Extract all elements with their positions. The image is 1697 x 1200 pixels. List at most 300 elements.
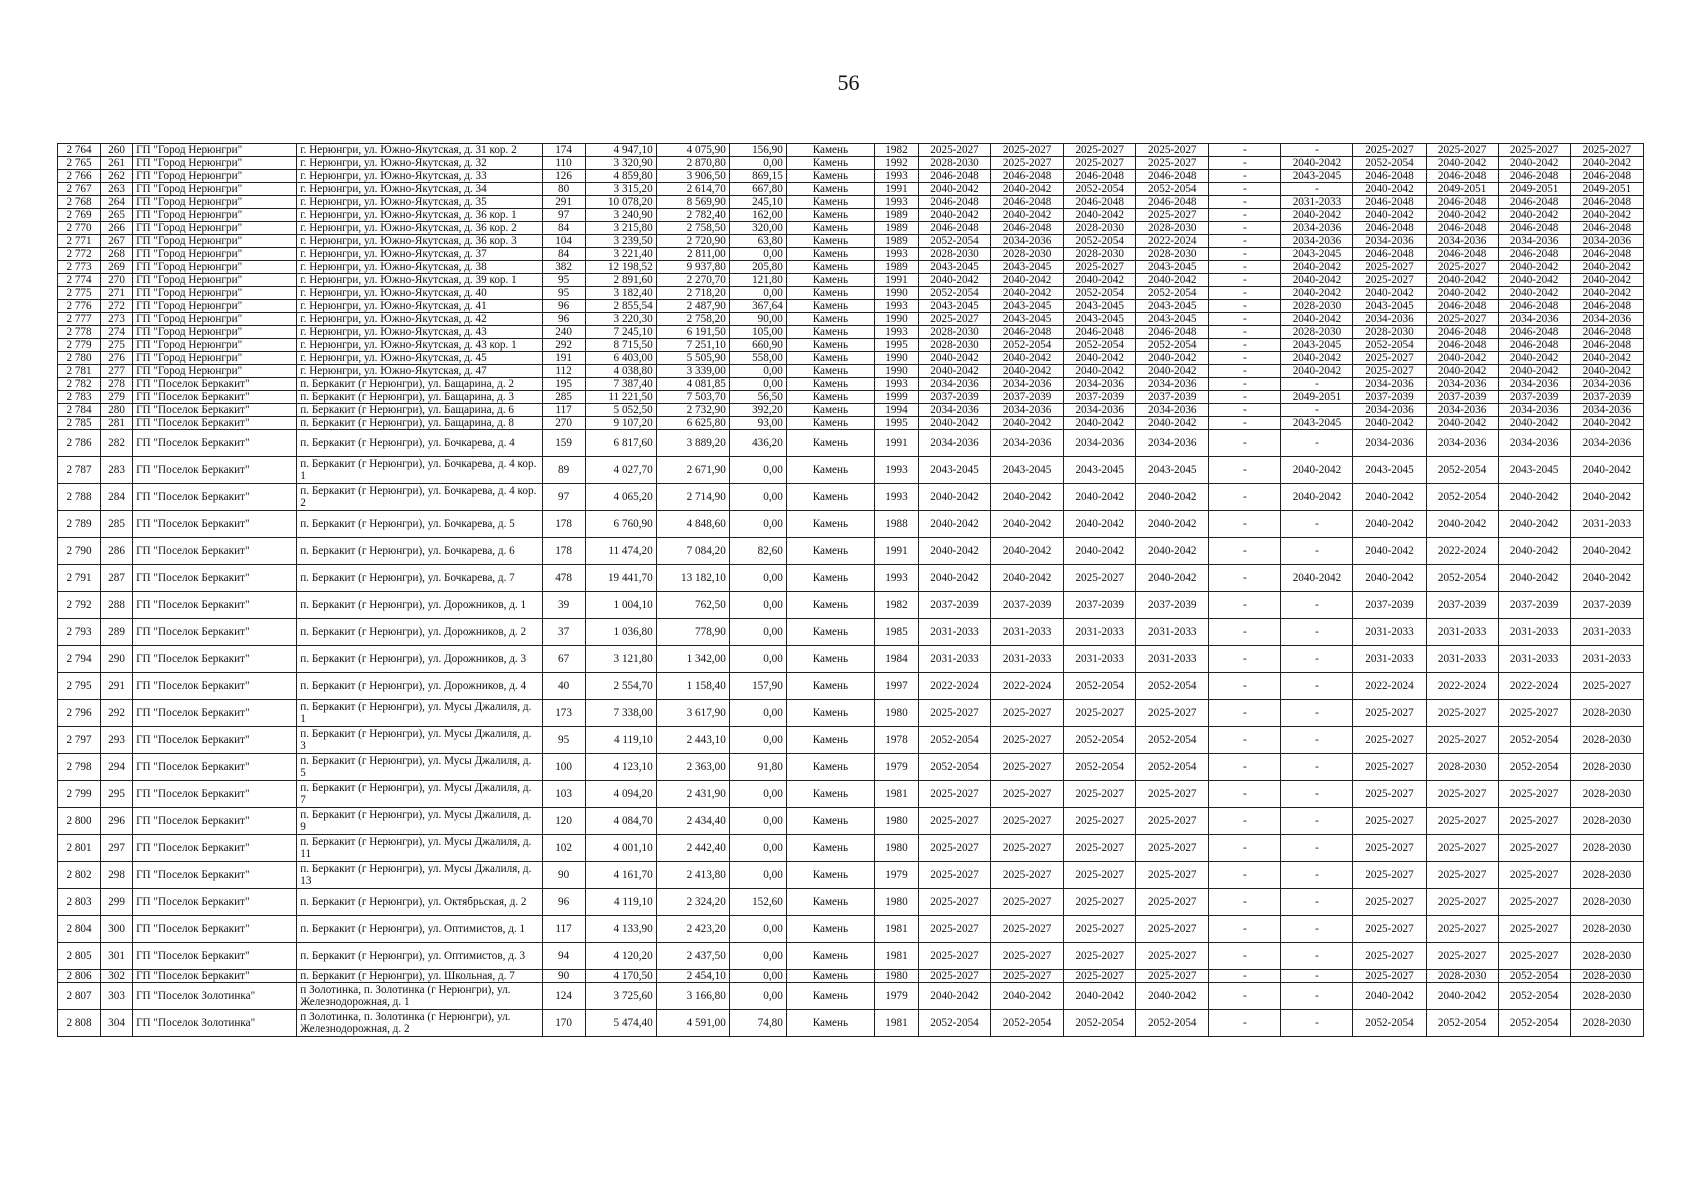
table-row bbox=[58, 592, 1644, 619]
cell-repair-period-8: 2040-2042 bbox=[1426, 287, 1498, 300]
cell-residents: 67 bbox=[542, 646, 585, 673]
cell-repair-period-3: 2046-2048 bbox=[1064, 170, 1136, 183]
cell-living-area: 2 782,40 bbox=[656, 209, 729, 222]
cell-repair-period-2: 2040-2042 bbox=[991, 538, 1064, 565]
cell-repair-period-4: 2025-2027 bbox=[1136, 943, 1209, 970]
cell-repair-period-4: 2043-2045 bbox=[1136, 457, 1209, 484]
cell-address: п. Беркакит (г Нерюнгри), ул. Бащарина, д. 8 bbox=[297, 417, 542, 430]
cell-repair-period-1: 2040-2042 bbox=[919, 511, 991, 538]
cell-repair-period-4: 2052-2054 bbox=[1136, 754, 1209, 781]
cell-repair-period-9: 2034-2036 bbox=[1498, 378, 1570, 391]
cell-residents: 117 bbox=[542, 916, 585, 943]
cell-repair-period-1: 2025-2027 bbox=[919, 781, 991, 808]
cell-repair-period-5: - bbox=[1209, 484, 1281, 511]
cell-address: г. Нерюнгри, ул. Южно-Якутская, д. 36 кор. 2 bbox=[297, 222, 542, 235]
cell-repair-period-2: 2034-2036 bbox=[991, 404, 1064, 417]
cell-repair-period-9: 2025-2027 bbox=[1498, 700, 1570, 727]
cell-repair-period-6: - bbox=[1281, 727, 1353, 754]
cell-address: г. Нерюнгри, ул. Южно-Якутская, д. 36 кор. 1 bbox=[297, 209, 542, 222]
cell-build-year: 1989 bbox=[874, 261, 918, 274]
cell-residents: 285 bbox=[542, 391, 585, 404]
cell-repair-period-6: 2040-2042 bbox=[1281, 352, 1353, 365]
cell-repair-period-3: 2046-2048 bbox=[1064, 326, 1136, 339]
cell-repair-period-8: 2040-2042 bbox=[1426, 417, 1498, 430]
cell-repair-period-6: - bbox=[1281, 404, 1353, 417]
cell-repair-period-5: - bbox=[1209, 222, 1281, 235]
cell-living-area: 2 270,70 bbox=[656, 274, 729, 287]
cell-repair-period-1: 2040-2042 bbox=[919, 365, 991, 378]
cell-repair-period-1: 2025-2027 bbox=[919, 808, 991, 835]
cell-repair-period-6: - bbox=[1281, 916, 1353, 943]
cell-repair-period-4: 2052-2054 bbox=[1136, 183, 1209, 196]
cell-repair-period-5: - bbox=[1209, 700, 1281, 727]
cell-address: г. Нерюнгри, ул. Южно-Якутская, д. 47 bbox=[297, 365, 542, 378]
cell-repair-period-3: 2040-2042 bbox=[1064, 209, 1136, 222]
cell-build-year: 1990 bbox=[874, 352, 918, 365]
table-row bbox=[58, 646, 1644, 673]
cell-living-area: 2 431,90 bbox=[656, 781, 729, 808]
cell-nonres-area: 392,20 bbox=[729, 404, 786, 417]
cell-wall-material: Камень bbox=[786, 352, 874, 365]
cell-repair-period-10: 2028-2030 bbox=[1570, 970, 1643, 983]
cell-wall-material: Камень bbox=[786, 457, 874, 484]
cell-residents: 90 bbox=[542, 970, 585, 983]
cell-build-year: 1980 bbox=[874, 889, 918, 916]
cell-wall-material: Камень bbox=[786, 511, 874, 538]
cell-build-year: 1985 bbox=[874, 619, 918, 646]
cell-living-area: 5 505,90 bbox=[656, 352, 729, 365]
cell-item-number: 285 bbox=[101, 511, 133, 538]
cell-item-number: 268 bbox=[101, 248, 133, 261]
cell-total-area: 2 554,70 bbox=[585, 673, 656, 700]
cell-address: п. Беркакит (г Нерюнгри), ул. Мусы Джалиля, д. 9 bbox=[297, 808, 542, 835]
cell-living-area: 4 081,85 bbox=[656, 378, 729, 391]
cell-repair-period-7: 2046-2048 bbox=[1353, 222, 1426, 235]
cell-wall-material: Камень bbox=[786, 287, 874, 300]
cell-repair-period-8: 2052-2054 bbox=[1426, 457, 1498, 484]
cell-address: г. Нерюнгри, ул. Южно-Якутская, д. 33 bbox=[297, 170, 542, 183]
cell-nonres-area: 0,00 bbox=[729, 727, 786, 754]
cell-repair-period-7: 2040-2042 bbox=[1353, 565, 1426, 592]
cell-repair-period-3: 2034-2036 bbox=[1064, 404, 1136, 417]
cell-municipality: ГП "Поселок Беркакит" bbox=[133, 538, 297, 565]
cell-address: п. Беркакит (г Нерюнгри), ул. Дорожников, д. 1 bbox=[297, 592, 542, 619]
cell-municipality: ГП "Город Нерюнгри" bbox=[133, 144, 297, 157]
cell-row-number: 2 775 bbox=[58, 287, 101, 300]
cell-total-area: 10 078,20 bbox=[585, 196, 656, 209]
cell-repair-period-5: - bbox=[1209, 916, 1281, 943]
cell-build-year: 1992 bbox=[874, 157, 918, 170]
cell-residents: 120 bbox=[542, 808, 585, 835]
cell-total-area: 3 215,80 bbox=[585, 222, 656, 235]
cell-build-year: 1993 bbox=[874, 378, 918, 391]
cell-build-year: 1994 bbox=[874, 404, 918, 417]
cell-address: п. Беркакит (г Нерюнгри), ул. Бочкарева, д. 5 bbox=[297, 511, 542, 538]
cell-repair-period-5: - bbox=[1209, 970, 1281, 983]
cell-repair-period-7: 2028-2030 bbox=[1353, 326, 1426, 339]
cell-total-area: 2 855,54 bbox=[585, 300, 656, 313]
cell-build-year: 1993 bbox=[874, 248, 918, 261]
cell-item-number: 292 bbox=[101, 700, 133, 727]
table-row bbox=[58, 183, 1644, 196]
cell-item-number: 295 bbox=[101, 781, 133, 808]
cell-repair-period-10: 2034-2036 bbox=[1570, 313, 1643, 326]
cell-repair-period-7: 2040-2042 bbox=[1353, 417, 1426, 430]
cell-repair-period-2: 2025-2027 bbox=[991, 144, 1064, 157]
cell-repair-period-3: 2052-2054 bbox=[1064, 339, 1136, 352]
cell-repair-period-9: 2046-2048 bbox=[1498, 170, 1570, 183]
cell-wall-material: Камень bbox=[786, 484, 874, 511]
cell-nonres-area: 0,00 bbox=[729, 700, 786, 727]
cell-address: п. Беркакит (г Нерюнгри), ул. Бащарина, д. 6 bbox=[297, 404, 542, 417]
cell-item-number: 304 bbox=[101, 1010, 133, 1037]
cell-living-area: 2 732,90 bbox=[656, 404, 729, 417]
cell-address: п Золотинка, п. Золотинка (г Нерюнгри), ул. Железнодорожная, д. 1 bbox=[297, 983, 542, 1010]
cell-nonres-area: 0,00 bbox=[729, 835, 786, 862]
cell-repair-period-9: 2052-2054 bbox=[1498, 1010, 1570, 1037]
cell-item-number: 300 bbox=[101, 916, 133, 943]
cell-repair-period-4: 2037-2039 bbox=[1136, 592, 1209, 619]
cell-row-number: 2 793 bbox=[58, 619, 101, 646]
cell-municipality: ГП "Город Нерюнгри" bbox=[133, 313, 297, 326]
cell-repair-period-9: 2031-2033 bbox=[1498, 619, 1570, 646]
cell-repair-period-4: 2040-2042 bbox=[1136, 365, 1209, 378]
table-body bbox=[58, 144, 1644, 1037]
cell-repair-period-10: 2046-2048 bbox=[1570, 248, 1643, 261]
cell-address: п. Беркакит (г Нерюнгри), ул. Мусы Джалиля, д. 11 bbox=[297, 835, 542, 862]
cell-repair-period-9: 2025-2027 bbox=[1498, 144, 1570, 157]
cell-wall-material: Камень bbox=[786, 889, 874, 916]
cell-repair-period-10: 2028-2030 bbox=[1570, 943, 1643, 970]
cell-living-area: 762,50 bbox=[656, 592, 729, 619]
cell-repair-period-8: 2037-2039 bbox=[1426, 592, 1498, 619]
cell-residents: 291 bbox=[542, 196, 585, 209]
cell-repair-period-5: - bbox=[1209, 430, 1281, 457]
cell-municipality: ГП "Город Нерюнгри" bbox=[133, 287, 297, 300]
cell-repair-period-3: 2025-2027 bbox=[1064, 862, 1136, 889]
cell-nonres-area: 105,00 bbox=[729, 326, 786, 339]
cell-nonres-area: 245,10 bbox=[729, 196, 786, 209]
cell-wall-material: Камень bbox=[786, 196, 874, 209]
cell-repair-period-6: 2043-2045 bbox=[1281, 248, 1353, 261]
cell-repair-period-2: 2031-2033 bbox=[991, 646, 1064, 673]
cell-total-area: 4 123,10 bbox=[585, 754, 656, 781]
cell-repair-period-9: 2040-2042 bbox=[1498, 511, 1570, 538]
cell-repair-period-6: 2034-2036 bbox=[1281, 222, 1353, 235]
cell-repair-period-3: 2040-2042 bbox=[1064, 511, 1136, 538]
cell-municipality: ГП "Поселок Беркакит" bbox=[133, 619, 297, 646]
cell-repair-period-5: - bbox=[1209, 248, 1281, 261]
cell-nonres-area: 0,00 bbox=[729, 287, 786, 300]
cell-repair-period-5: - bbox=[1209, 352, 1281, 365]
table-row bbox=[58, 808, 1644, 835]
cell-item-number: 279 bbox=[101, 391, 133, 404]
cell-nonres-area: 0,00 bbox=[729, 619, 786, 646]
cell-address: п. Беркакит (г Нерюнгри), ул. Дорожников, д. 4 bbox=[297, 673, 542, 700]
cell-municipality: ГП "Город Нерюнгри" bbox=[133, 300, 297, 313]
cell-repair-period-1: 2025-2027 bbox=[919, 700, 991, 727]
cell-repair-period-7: 2022-2024 bbox=[1353, 673, 1426, 700]
cell-repair-period-7: 2025-2027 bbox=[1353, 365, 1426, 378]
cell-nonres-area: 436,20 bbox=[729, 430, 786, 457]
cell-nonres-area: 0,00 bbox=[729, 592, 786, 619]
cell-nonres-area: 0,00 bbox=[729, 983, 786, 1010]
cell-repair-period-10: 2028-2030 bbox=[1570, 700, 1643, 727]
cell-nonres-area: 63,80 bbox=[729, 235, 786, 248]
cell-repair-period-4: 2022-2024 bbox=[1136, 235, 1209, 248]
cell-row-number: 2 779 bbox=[58, 339, 101, 352]
cell-wall-material: Камень bbox=[786, 943, 874, 970]
cell-living-area: 3 889,20 bbox=[656, 430, 729, 457]
cell-repair-period-6: - bbox=[1281, 1010, 1353, 1037]
cell-living-area: 8 569,90 bbox=[656, 196, 729, 209]
cell-total-area: 1 036,80 bbox=[585, 619, 656, 646]
cell-repair-period-7: 2043-2045 bbox=[1353, 457, 1426, 484]
cell-repair-period-2: 2040-2042 bbox=[991, 484, 1064, 511]
cell-repair-period-6: 2040-2042 bbox=[1281, 313, 1353, 326]
cell-living-area: 2 434,40 bbox=[656, 808, 729, 835]
cell-repair-period-9: 2025-2027 bbox=[1498, 808, 1570, 835]
cell-address: г. Нерюнгри, ул. Южно-Якутская, д. 35 bbox=[297, 196, 542, 209]
cell-living-area: 3 617,90 bbox=[656, 700, 729, 727]
cell-item-number: 302 bbox=[101, 970, 133, 983]
cell-repair-period-9: 2025-2027 bbox=[1498, 781, 1570, 808]
cell-residents: 117 bbox=[542, 404, 585, 417]
cell-municipality: ГП "Поселок Беркакит" bbox=[133, 916, 297, 943]
cell-living-area: 2 714,90 bbox=[656, 484, 729, 511]
cell-repair-period-8: 2025-2027 bbox=[1426, 889, 1498, 916]
cell-nonres-area: 869,15 bbox=[729, 170, 786, 183]
cell-total-area: 1 004,10 bbox=[585, 592, 656, 619]
cell-repair-period-3: 2040-2042 bbox=[1064, 417, 1136, 430]
cell-repair-period-7: 2034-2036 bbox=[1353, 378, 1426, 391]
cell-repair-period-8: 2028-2030 bbox=[1426, 970, 1498, 983]
cell-row-number: 2 765 bbox=[58, 157, 101, 170]
cell-municipality: ГП "Поселок Беркакит" bbox=[133, 835, 297, 862]
cell-item-number: 299 bbox=[101, 889, 133, 916]
cell-repair-period-9: 2046-2048 bbox=[1498, 326, 1570, 339]
cell-nonres-area: 0,00 bbox=[729, 970, 786, 983]
cell-item-number: 286 bbox=[101, 538, 133, 565]
cell-nonres-area: 205,80 bbox=[729, 261, 786, 274]
cell-repair-period-8: 2034-2036 bbox=[1426, 430, 1498, 457]
cell-repair-period-6: 2043-2045 bbox=[1281, 170, 1353, 183]
table-row bbox=[58, 457, 1644, 484]
cell-residents: 173 bbox=[542, 700, 585, 727]
cell-wall-material: Камень bbox=[786, 835, 874, 862]
table-row bbox=[58, 313, 1644, 326]
cell-municipality: ГП "Поселок Беркакит" bbox=[133, 808, 297, 835]
cell-repair-period-5: - bbox=[1209, 261, 1281, 274]
cell-repair-period-2: 2025-2027 bbox=[991, 943, 1064, 970]
table-row bbox=[58, 378, 1644, 391]
cell-repair-period-4: 2043-2045 bbox=[1136, 261, 1209, 274]
cell-repair-period-3: 2040-2042 bbox=[1064, 352, 1136, 365]
cell-repair-period-4: 2025-2027 bbox=[1136, 835, 1209, 862]
cell-row-number: 2 807 bbox=[58, 983, 101, 1010]
cell-repair-period-3: 2025-2027 bbox=[1064, 943, 1136, 970]
cell-wall-material: Камень bbox=[786, 538, 874, 565]
cell-repair-period-8: 2052-2054 bbox=[1426, 484, 1498, 511]
cell-repair-period-4: 2031-2033 bbox=[1136, 646, 1209, 673]
cell-row-number: 2 777 bbox=[58, 313, 101, 326]
cell-total-area: 3 320,90 bbox=[585, 157, 656, 170]
cell-address: п. Беркакит (г Нерюнгри), ул. Оптимистов, д. 1 bbox=[297, 916, 542, 943]
cell-repair-period-4: 2040-2042 bbox=[1136, 274, 1209, 287]
cell-repair-period-5: - bbox=[1209, 287, 1281, 300]
cell-residents: 96 bbox=[542, 313, 585, 326]
cell-repair-period-1: 2028-2030 bbox=[919, 157, 991, 170]
cell-item-number: 298 bbox=[101, 862, 133, 889]
cell-repair-period-3: 2043-2045 bbox=[1064, 313, 1136, 326]
cell-repair-period-9: 2046-2048 bbox=[1498, 222, 1570, 235]
cell-total-area: 3 221,40 bbox=[585, 248, 656, 261]
cell-repair-period-10: 2040-2042 bbox=[1570, 261, 1643, 274]
cell-repair-period-2: 2025-2027 bbox=[991, 754, 1064, 781]
cell-build-year: 1981 bbox=[874, 1010, 918, 1037]
cell-repair-period-8: 2025-2027 bbox=[1426, 835, 1498, 862]
cell-nonres-area: 157,90 bbox=[729, 673, 786, 700]
cell-repair-period-2: 2028-2030 bbox=[991, 248, 1064, 261]
cell-repair-period-1: 2040-2042 bbox=[919, 274, 991, 287]
cell-repair-period-10: 2046-2048 bbox=[1570, 222, 1643, 235]
cell-repair-period-10: 2046-2048 bbox=[1570, 196, 1643, 209]
cell-repair-period-4: 2025-2027 bbox=[1136, 700, 1209, 727]
cell-build-year: 1993 bbox=[874, 457, 918, 484]
cell-repair-period-10: 2049-2051 bbox=[1570, 183, 1643, 196]
cell-wall-material: Камень bbox=[786, 313, 874, 326]
cell-wall-material: Камень bbox=[786, 592, 874, 619]
cell-repair-period-2: 2025-2027 bbox=[991, 727, 1064, 754]
cell-repair-period-7: 2046-2048 bbox=[1353, 196, 1426, 209]
cell-repair-period-10: 2031-2033 bbox=[1570, 646, 1643, 673]
cell-wall-material: Камень bbox=[786, 862, 874, 889]
cell-build-year: 1980 bbox=[874, 835, 918, 862]
cell-repair-period-2: 2040-2042 bbox=[991, 209, 1064, 222]
cell-repair-period-1: 2031-2033 bbox=[919, 619, 991, 646]
cell-build-year: 1999 bbox=[874, 391, 918, 404]
cell-wall-material: Камень bbox=[786, 916, 874, 943]
cell-row-number: 2 806 bbox=[58, 970, 101, 983]
cell-row-number: 2 766 bbox=[58, 170, 101, 183]
cell-repair-period-10: 2025-2027 bbox=[1570, 144, 1643, 157]
cell-municipality: ГП "Поселок Беркакит" bbox=[133, 417, 297, 430]
cell-repair-period-8: 2022-2024 bbox=[1426, 673, 1498, 700]
cell-repair-period-2: 2040-2042 bbox=[991, 287, 1064, 300]
cell-repair-period-4: 2040-2042 bbox=[1136, 565, 1209, 592]
cell-repair-period-1: 2025-2027 bbox=[919, 889, 991, 916]
cell-repair-period-4: 2052-2054 bbox=[1136, 339, 1209, 352]
cell-repair-period-9: 2052-2054 bbox=[1498, 983, 1570, 1010]
cell-repair-period-8: 2031-2033 bbox=[1426, 646, 1498, 673]
cell-repair-period-9: 2037-2039 bbox=[1498, 391, 1570, 404]
cell-build-year: 1991 bbox=[874, 183, 918, 196]
cell-item-number: 272 bbox=[101, 300, 133, 313]
table-row bbox=[58, 352, 1644, 365]
cell-repair-period-3: 2028-2030 bbox=[1064, 248, 1136, 261]
cell-repair-period-6: 2043-2045 bbox=[1281, 417, 1353, 430]
cell-item-number: 261 bbox=[101, 157, 133, 170]
cell-repair-period-8: 2052-2054 bbox=[1426, 565, 1498, 592]
cell-living-area: 2 324,20 bbox=[656, 889, 729, 916]
cell-repair-period-5: - bbox=[1209, 365, 1281, 378]
cell-repair-period-6: - bbox=[1281, 808, 1353, 835]
cell-item-number: 287 bbox=[101, 565, 133, 592]
cell-repair-period-3: 2028-2030 bbox=[1064, 222, 1136, 235]
cell-repair-period-9: 2052-2054 bbox=[1498, 970, 1570, 983]
cell-repair-period-1: 2052-2054 bbox=[919, 287, 991, 300]
cell-repair-period-10: 2028-2030 bbox=[1570, 916, 1643, 943]
cell-repair-period-4: 2040-2042 bbox=[1136, 484, 1209, 511]
cell-repair-period-6: - bbox=[1281, 592, 1353, 619]
cell-build-year: 1993 bbox=[874, 326, 918, 339]
cell-repair-period-9: 2025-2027 bbox=[1498, 916, 1570, 943]
cell-row-number: 2 792 bbox=[58, 592, 101, 619]
cell-repair-period-2: 2037-2039 bbox=[991, 391, 1064, 404]
cell-repair-period-3: 2046-2048 bbox=[1064, 196, 1136, 209]
cell-repair-period-1: 2025-2027 bbox=[919, 313, 991, 326]
cell-living-area: 2 423,20 bbox=[656, 916, 729, 943]
cell-municipality: ГП "Поселок Беркакит" bbox=[133, 565, 297, 592]
cell-repair-period-3: 2025-2027 bbox=[1064, 916, 1136, 943]
cell-row-number: 2 787 bbox=[58, 457, 101, 484]
cell-repair-period-8: 2034-2036 bbox=[1426, 235, 1498, 248]
cell-repair-period-5: - bbox=[1209, 835, 1281, 862]
table-row bbox=[58, 196, 1644, 209]
cell-repair-period-3: 2025-2027 bbox=[1064, 808, 1136, 835]
cell-repair-period-7: 2025-2027 bbox=[1353, 261, 1426, 274]
cell-repair-period-7: 2046-2048 bbox=[1353, 248, 1426, 261]
cell-repair-period-3: 2040-2042 bbox=[1064, 274, 1136, 287]
cell-build-year: 1993 bbox=[874, 170, 918, 183]
cell-repair-period-2: 2025-2027 bbox=[991, 835, 1064, 862]
cell-repair-period-9: 2052-2054 bbox=[1498, 754, 1570, 781]
cell-repair-period-2: 2052-2054 bbox=[991, 1010, 1064, 1037]
cell-repair-period-1: 2046-2048 bbox=[919, 170, 991, 183]
table-row bbox=[58, 235, 1644, 248]
cell-municipality: ГП "Город Нерюнгри" bbox=[133, 274, 297, 287]
cell-municipality: ГП "Город Нерюнгри" bbox=[133, 365, 297, 378]
cell-repair-period-1: 2025-2027 bbox=[919, 862, 991, 889]
cell-address: г. Нерюнгри, ул. Южно-Якутская, д. 34 bbox=[297, 183, 542, 196]
cell-repair-period-1: 2028-2030 bbox=[919, 326, 991, 339]
cell-repair-period-5: - bbox=[1209, 592, 1281, 619]
cell-repair-period-1: 2040-2042 bbox=[919, 417, 991, 430]
cell-repair-period-5: - bbox=[1209, 170, 1281, 183]
cell-repair-period-3: 2025-2027 bbox=[1064, 700, 1136, 727]
cell-repair-period-1: 2034-2036 bbox=[919, 378, 991, 391]
cell-nonres-area: 660,90 bbox=[729, 339, 786, 352]
cell-repair-period-8: 2025-2027 bbox=[1426, 700, 1498, 727]
cell-living-area: 2 487,90 bbox=[656, 300, 729, 313]
cell-municipality: ГП "Поселок Беркакит" bbox=[133, 404, 297, 417]
cell-living-area: 4 848,60 bbox=[656, 511, 729, 538]
cell-item-number: 277 bbox=[101, 365, 133, 378]
cell-municipality: ГП "Город Нерюнгри" bbox=[133, 170, 297, 183]
cell-repair-period-7: 2025-2027 bbox=[1353, 781, 1426, 808]
cell-municipality: ГП "Поселок Беркакит" bbox=[133, 970, 297, 983]
cell-row-number: 2 800 bbox=[58, 808, 101, 835]
cell-wall-material: Камень bbox=[786, 808, 874, 835]
cell-total-area: 5 052,50 bbox=[585, 404, 656, 417]
cell-repair-period-8: 2046-2048 bbox=[1426, 326, 1498, 339]
cell-wall-material: Камень bbox=[786, 619, 874, 646]
cell-row-number: 2 801 bbox=[58, 835, 101, 862]
cell-repair-period-2: 2025-2027 bbox=[991, 970, 1064, 983]
table-row bbox=[58, 430, 1644, 457]
cell-repair-period-2: 2034-2036 bbox=[991, 235, 1064, 248]
cell-total-area: 9 107,20 bbox=[585, 417, 656, 430]
